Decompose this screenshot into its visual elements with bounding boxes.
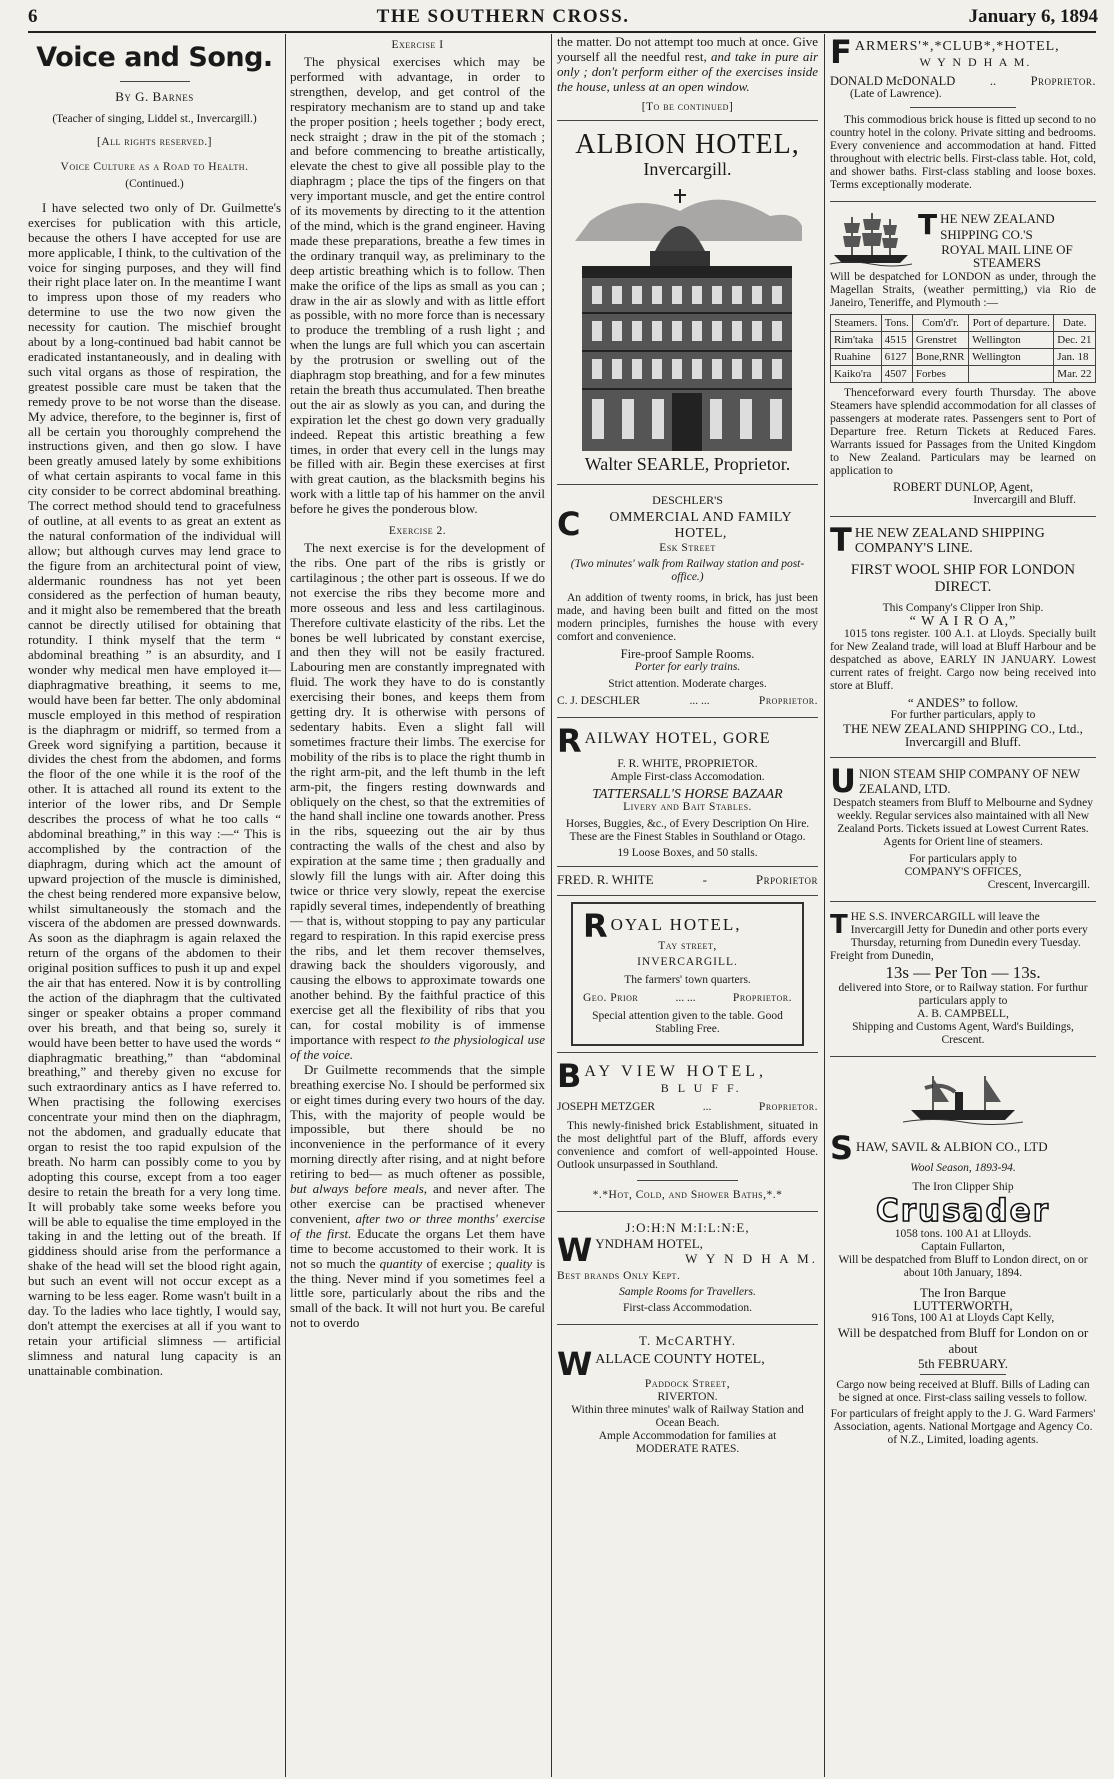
table-row xyxy=(831,349,1096,366)
ads-column-4 xyxy=(830,35,1096,1775)
deschler-attention: Strict attention. Moderate charges. xyxy=(608,678,767,691)
union-offices: COMPANY'S OFFICES, xyxy=(904,866,1022,878)
railway-hotel-ad xyxy=(557,724,818,889)
wyndham-brands: Best brands Only Kept. xyxy=(557,1270,681,1283)
union-apply: For particulars apply to xyxy=(909,853,1017,865)
farmers-town: W Y N D H A M. xyxy=(919,55,1032,69)
sailings-table xyxy=(830,314,1096,383)
invercargill-delivered: delivered into Store, or to Railway station. For furthur particulars apply to xyxy=(838,982,1088,1007)
dropcap-t: T xyxy=(830,911,848,940)
union-body: Despatch steamers from Bluff to Melbourne and Sydney weekly. Regular services also maintained with all New Zealand Ports. Tickets issued at Lowest Current Rates. Agents for Orient line of steamers. xyxy=(832,797,1094,848)
column-header: Date. xyxy=(1054,315,1096,332)
table-cell: Forbes xyxy=(912,366,968,383)
wyndham-sample: Sample Rooms for Travellers. xyxy=(619,1286,756,1299)
wool-andes: “ ANDES” to follow. xyxy=(907,695,1019,710)
invercargill-price: 13s — Per Ton — 13s. xyxy=(885,963,1041,982)
sailing-ship-icon xyxy=(830,211,912,267)
farmers-dots: .. xyxy=(989,74,997,88)
dropcap-t: T xyxy=(918,208,938,241)
masthead xyxy=(28,6,1098,28)
nzshipping-after: Thenceforward every fourth Thursday. The above Steamers have splendid accommodation for all classes of passengers at moderate rates. Passengers sent to Port of Departure free. Return Tickets at Reduced Fares. Warrants issued for Passages from the United Kingdom to New Zealand. Particulars may be learned on application to xyxy=(830,387,1096,477)
railway-horses: Horses, Buggies, &c., of Every Description On Hire. These are the Finest Stables in Southland or Otago. xyxy=(565,818,810,844)
ad-divider xyxy=(830,1056,1096,1057)
table-cell: 6127 xyxy=(881,349,912,366)
nzshipping-agent: ROBERT DUNLOP, Agent, xyxy=(892,480,1033,494)
exercise-1-text: The physical exercises which may be performed with advantage, in order to strengthen, develop, and get control of the respiratory mechanism are to stand up and take the proper position ; heels together ; body erect, neck straight ; draw in the pit of the stomach ; and before commencing to breathe artistically, elevate the chest to give all possible play to the diaphragm ; place the tips of the fingers on that very important muscle, and get the entire control of its movements by directing to it the attention of the mind, which is the grand engineer. Having made these preparations, breathe a few times in the ordinary tranquil way, as preliminary to the deep artistic breathing which is to follow. Then make the orifice of the lips as small as you can ; draw in the air as slowly and with as little effort as possible, with no more force than is necessary to produce the trembling of a rush light ; and when the lungs are full which you can ascertain by the protrusion or swelling out of the diaphragm stop breathing, and for a few minutes retain the breath thus accumulated. Then breathe out the air as slowly as you can, and during the expiration let the chest go down very gradually indeed. Repeat this artistic breathing a few times, in order that every cell in the lungs may be filled with air. Begin these exercises at first with great caution, as the blacksmith begins his work with a little tap of his hammer on the anvil before he gives the ponderous blow. xyxy=(290,54,545,517)
bayview-role: Proprietor. xyxy=(758,1101,818,1114)
ad-divider xyxy=(557,1324,818,1325)
continued-note: (Continued.) xyxy=(125,177,184,190)
wool-body: 1015 tons register. 100 A.1. at Lloyds. Specially built for New Zealand trade, will load at Bluff Harbour and be despatched as above, EARLY IN JANUARY. Lowest current rates of freight. Cargo now being received into store at Bluff. xyxy=(830,628,1096,692)
wyndham-accom: First-class Accommodation. xyxy=(622,1302,753,1315)
wallace-town: RIVERTON. xyxy=(657,1391,718,1404)
dropcap-w: W xyxy=(557,1350,593,1379)
ad-divider xyxy=(557,484,818,485)
bayview-town: B L U F F. xyxy=(660,1081,742,1096)
article-column-1 xyxy=(28,35,281,1775)
shaw-clipper: The Iron Clipper Ship xyxy=(912,1181,1014,1193)
table-cell: Wellington xyxy=(969,349,1054,366)
farmers-club-hotel-ad xyxy=(830,35,1096,195)
shaw-freight: For particulars of freight apply to the J. G. Ward Farmers' Association, agents. National Mortgage and Agency Co. of N.Z., Limited, loading agents. xyxy=(830,1408,1096,1446)
table-cell: 4515 xyxy=(881,332,912,349)
table-cell: Rim'taka xyxy=(831,332,882,349)
wyndham-hotel-ad xyxy=(557,1218,818,1318)
shaw-despatch: Will be despatched from Bluff to London direct, on or about 10th January, 1894. xyxy=(838,1254,1088,1279)
column-header: Port of departure. xyxy=(969,315,1054,332)
shaw-barque-date: 5th FEBRUARY. xyxy=(917,1356,1009,1371)
deschler-name: OMMERCIAL AND FAMILY HOTEL, xyxy=(609,510,793,542)
exercise-2-heading: Exercise 2. xyxy=(388,525,447,538)
shaw-captain: Captain Fullarton, xyxy=(921,1241,1005,1253)
table-cell: Ruahine xyxy=(831,349,882,366)
railway-name: AILWAY HOTEL, GORE xyxy=(584,730,771,748)
deschler-porter: Porter for early trains. xyxy=(634,661,741,674)
hotel-engraving-image xyxy=(570,181,805,453)
table-header-row xyxy=(831,315,1096,332)
ad-divider xyxy=(830,757,1096,758)
table-cell: Jan. 18 xyxy=(1054,349,1096,366)
ad-divider xyxy=(557,866,818,867)
railway-signoff: FRED. R. WHITE xyxy=(557,872,654,888)
wallace-rates: MODERATE RATES. xyxy=(635,1443,740,1456)
railway-dash: - xyxy=(702,872,707,888)
ad-divider xyxy=(830,201,1096,202)
railway-owner: F. R. WHITE, PROPRIETOR. xyxy=(617,758,758,771)
royal-owner: Geo. Prior xyxy=(583,992,639,1005)
ad-divider xyxy=(557,120,818,121)
shaw-savill-albion-ad xyxy=(830,1063,1096,1450)
article-heading: Voice and Song. xyxy=(36,42,273,73)
ad-divider xyxy=(830,516,1096,517)
table-cell: Bone,RNR xyxy=(912,349,968,366)
wool-further: For further particulars, apply to xyxy=(890,709,1036,721)
deschler-hotel-ad xyxy=(557,491,818,711)
ad-divider xyxy=(910,107,1016,108)
deschler-walk: (Two minutes' walk from Railway station and post-office.) xyxy=(570,558,805,584)
shaw-barque: The Iron Barque xyxy=(920,1285,1006,1300)
steamship-icon xyxy=(903,1070,1023,1130)
bayview-owner: JOSEPH METZGER xyxy=(557,1101,656,1114)
crusader-ship-name: Crusader xyxy=(876,1193,1050,1229)
ad-divider xyxy=(557,717,818,718)
union-town: Crescent, Invercargill. xyxy=(987,879,1090,891)
albion-proprietor: Walter SEARLE, Proprietor. xyxy=(584,453,791,474)
invercargill-agent-role: Shipping and Customs Agent, Ward's Buildings, Crescent. xyxy=(852,1021,1074,1046)
railway-livery: Livery and Bait Stables. xyxy=(623,801,752,814)
nzshipping-body: Will be despatched for LONDON as under, through the Magellan Straits, (weather permitting,) via Rio de Janeiro, Teneriffe, and Plymouth :— xyxy=(830,271,1096,309)
royal-table: Special attention given to the table. Good Stabling Free. xyxy=(592,1010,783,1036)
exercise-2-text: The next exercise is for the development of the ribs. One part of the ribs is gristly or cartilaginous ; the other part is osseous. If we do not exercise the ribs they become more and more osseous and less and less cartilaginous. Therefore cultivate elasticity of the ribs. Let the bones be well lubricated by constant exercise, and then they will not be easily fractured. Labouring men are constantly impregnated with fluid. The work they have to do is constantly exercising their bones, and keeps them from getting dry. It is otherwise with persons of sedentary habits. Even a slight fall will sometimes fracture their limbs. The exercise for mobility of the ribs is to place the right thumb in the right arm-pit, and the left thumb in the left arm-pit, the fingers resting downwards and obliquely on the chest, so that the extremities of the hand shall incline one towards another. Press in the ribs, squeezing out the air by thus contracting the walls of the chest and also by expiration at the same time ; then gradually and slowly fill the lungs with air. After doing this twice or thrice very slowly, repeat the exercise rapidly several times, independently of breathing — that is, without stopping to pay any particular regard to respiration. In this rapid exercise press the ribs, and let them recover themselves, drawing back the shoulders vigorously, and causing the elbows to approximate towards one another behind. By the faithful practice of this exercise get all the flexibility of ribs that you can, for costal mobility is of immense importance with respect to the physiological use of the voice. xyxy=(290,540,545,1062)
ad-divider xyxy=(557,1052,818,1053)
deschler-owner: C. J. DESCHLER xyxy=(557,695,641,708)
wallace-county-hotel-ad xyxy=(557,1331,818,1459)
ads-column-3 xyxy=(557,35,818,1775)
article-continuation: the matter. Do not attempt too much at once. Give yourself all the needful rest, and take in pure air only ; don't perform either of the exercises inside the house, unless at an open window. xyxy=(557,35,818,94)
table-cell: 4507 xyxy=(881,366,912,383)
wyndham-town: W Y N D H A M. xyxy=(685,1251,818,1266)
royal-dots: ... ... xyxy=(675,992,696,1005)
wyndham-owner: J:O:H:N M:I:L:N:E, xyxy=(625,1220,750,1236)
royal-role: Proprietor. xyxy=(732,992,792,1005)
dropcap-t: T xyxy=(830,526,852,556)
wool-name: HE NEW ZEALAND SHIPPING COMPANY'S LINE. xyxy=(854,526,1045,556)
ad-divider xyxy=(920,1374,1006,1375)
wallace-name: ALLACE COUNTY HOTEL, xyxy=(595,1352,765,1368)
affiliation: (Teacher of singing, Liddel st., Invercargill.) xyxy=(52,112,257,125)
byline: By G. Barnes xyxy=(115,89,194,104)
table-cell: Dec. 21 xyxy=(1054,332,1096,349)
farmers-role: Proprietor. xyxy=(1030,74,1096,88)
shaw-tons: 1058 tons. 100 A1 at Llloyds. xyxy=(894,1228,1032,1240)
bay-view-hotel-ad xyxy=(557,1059,818,1205)
shaw-cargo: Cargo now being received at Bluff. Bills of Lading can be signed at once. First-class sailing vessels to follow. xyxy=(836,1379,1090,1404)
column-divider xyxy=(551,34,552,1777)
ad-divider xyxy=(557,895,818,896)
rights-notice: [All rights reserved.] xyxy=(97,135,212,148)
exercise-1-heading: Exercise I xyxy=(391,39,444,51)
albion-name: ALBION HOTEL, xyxy=(575,128,800,160)
shaw-barque-tons: 916 Tons, 100 A1 at Lloyds Capt Kelly, xyxy=(871,1312,1055,1324)
shaw-season: Wool Season, 1893-94. xyxy=(910,1162,1016,1174)
shaw-barque-despatch: Will be despatched from Bluff for London on or about xyxy=(837,1325,1089,1356)
dropcap-b: B xyxy=(557,1062,582,1096)
nzshipping-line: ROYAL MAIL LINE OF STEAMERS xyxy=(941,242,1073,270)
wallace-owner: T. McCARTHY. xyxy=(638,1333,737,1349)
wool-headline: FIRST WOOL SHIP FOR LONDON DIRECT. xyxy=(850,562,1076,595)
deschler-sample: Fire-proof Sample Rooms. xyxy=(620,647,755,662)
column-header: Steamers. xyxy=(831,315,882,332)
union-name: NION STEAM SHIP COMPANY OF NEW ZEALAND, LTD. xyxy=(858,767,1080,796)
ss-invercargill-ad xyxy=(830,908,1096,1050)
wool-clipper: This Company's Clipper Iron Ship. xyxy=(882,602,1044,614)
ad-divider xyxy=(830,901,1096,902)
page-number: 6 xyxy=(28,6,38,27)
table-cell: Wellington xyxy=(969,332,1054,349)
dropcap-s: S xyxy=(830,1134,854,1162)
ad-divider xyxy=(557,1211,818,1212)
farmers-late: (Late of Lawrence). xyxy=(850,88,942,100)
ornament-rule xyxy=(120,81,190,82)
deschler-body: An addition of twenty rooms, in brick, has just been made, and having been built and fitted on the most modern principles, furnishes the house with every comfort and convenience. xyxy=(557,592,818,644)
nzshipping-agent-town: Invercargill and Bluff. xyxy=(973,494,1076,506)
wallace-walk: Within three minutes' walk of Railway Station and Ocean Beach. xyxy=(571,1404,804,1430)
wyndham-name: YNDHAM HOTEL, xyxy=(595,1236,703,1252)
invercargill-name: HE S.S. INVERCARGILL will leave the Invercargill Jetty for Dunedin and other ports every Thursday, returning from Dunedin every Tuesday. Freight from Dunedin, xyxy=(830,911,1088,962)
royal-quarters: The farmers' town quarters. xyxy=(624,974,751,987)
article-paragraph: I have selected two only of Dr. Guilmette's exercises for publication with this article, because the others I have accepted for use are more applicable, I think, to the cultivation of the voice for singing purposes, and they will find their right place later on. In the meantime I want to impress upon those of my readers who determine to use the two now given the necessity for caution. The mischief brought about by a long-continued bad habit cannot be eradicated instantaneously, and in dealing with such vital organs as those of respiration, the greatest possible care must be taken that the remedy prove to be not worse than the disease. My advice, therefore, to the beginner is, first of all be certain you thoroughly comprehend the instructions given, and then go slow. I have been greatly amused lately by some exhibitions of what certain aspirants to vocal fame in this city consider to be correct abdominal breathing. The correct method should tend to gracefulness of outline, at all events to as great an extent as the natural conformation of the individual will allow; but although curves may lend grace to the figure from an architectural point of view, aldermanic roundness has not yet been considered as the perfection of human beauty, and it might also be remembered that the breath cannot be directly utilised for obtaining that rotundity. I think myself that the term “ abdominal breathing ” is an absurdity, and I wonder why medical men have employed it—diaphragmative breathing, it seems to me, would have been far better. The only abdominal muscle employed in this method of respiration is the diaphragm or midriff, so termed from a Greek word signifying a partition, because it divides the chest from the abdomen, and forms the floor of the one while it is the roof of the other. It is attached all round its extent to the interior of the lower ribs, and Dr Semple describes the process of what he too calls “ abdominal breathing,” in this way :—“ This is accomplished by the contraction of the diaphragm, during which act the amount of upward projection of the muscle is diminished, the chest being rendered more expansive below, whilst simultaneously the stomach and the viscera of the abdomen are pressed downwards. As soon as the diaphragm is again relaxed the return of the organs of the abdomen to their original position suffices to push it up and expel the air that has entered. Now it is by controlling the action of the diaphragm that the cultivated singer or speaker obtains a proper command over his breath, and that being so, surely it would have been better to have used the words “ diaphragmatic breathing,” than “abdominal breathing,” and thereby given no excuse for such extraordinary antics as I have referred to. When practising the following exercises concentrate your mind then on the diaphragm, not the abdomen, and gradually educate that organ to resist the too rapid expulsion of the breath. No harm can possibly come to you by adopting this course, except from a too eager desire to retain the breath for a very long time. It will probably take some weeks before you will be able to equalise the time employed in the taking in and the letting out of the breath. If giddiness should arise from the performance a shake of the head will set the blood right again, but such an event will not occur except as a warning to be less eager. Rome wasn't built in a day. To the ladies who lace tightly, I would say, don't attempt the exercises at all if you want to retain your artificial slimness — artificial slimness and natural lung capacity is an unattainable combination. xyxy=(28,199,281,1378)
dropcap-r: R xyxy=(557,727,582,756)
issue-date: January 6, 1894 xyxy=(968,6,1098,27)
ad-divider xyxy=(637,1180,738,1181)
header-rule xyxy=(28,31,1096,33)
deschler-street: Esk Street xyxy=(659,542,716,555)
railway-accom: Ample First-class Accomodation. xyxy=(610,771,765,784)
article-paragraph: Dr Guilmette recommends that the simple breathing exercise No. I should be performed six or eight times during every two hours of the day. This, with the majority of people would be impossible, but there should be no inconvenience in the performance of it every morning directly after rising, and at night before retiring to bed— as much oftener as possible, but always before meals, and never after. The other exercise can be practised whenever convenient, after two or three months' exercise of the first. Educate the organs Let them have time to become accustomed to their work. It is not so much the quantity of exercise ; quality is the thing. Never mind if you sometimes feel a little sore, particularly about the ribs and the small of the back. It will not hurt you. Be careful not to overdo xyxy=(290,1061,545,1331)
nz-shipping-royal-mail-ad xyxy=(830,208,1096,510)
to-be-continued: [To be continued] xyxy=(641,100,734,113)
farmers-name: ARMERS'*,*CLUB*,*HOTEL, xyxy=(854,39,1060,54)
table-row xyxy=(831,366,1096,383)
table-cell: Kaiko'ra xyxy=(831,366,882,383)
dropcap-w: W xyxy=(557,1236,593,1266)
railway-bazaar: TATTERSALL'S HORSE BAZAAR xyxy=(592,787,783,803)
albion-town: Invercargill. xyxy=(643,158,732,179)
farmers-owner: DONALD McDONALD xyxy=(830,74,956,88)
royal-town: INVERCARGILL. xyxy=(637,956,738,969)
nz-shipping-wool-ad xyxy=(830,523,1096,751)
column-divider xyxy=(824,34,825,1777)
newspaper-title: THE SOUTHERN CROSS. xyxy=(376,6,630,27)
wallace-accom: Ample Accommodation for families at xyxy=(598,1430,777,1443)
royal-street: Tay street, xyxy=(658,940,717,953)
royal-name: OYAL HOTEL, xyxy=(610,915,742,935)
nzshipping-name: HE NEW ZEALAND SHIPPING CO.'S xyxy=(940,211,1055,242)
albion-hotel-ad xyxy=(557,127,818,479)
dropcap-f: F xyxy=(830,38,852,69)
article-subtitle: Voice Culture as a Road to Health. xyxy=(60,160,249,173)
wool-ship: “ W A I R O A,” xyxy=(909,614,1017,629)
dropcap-u: U xyxy=(830,767,856,797)
table-cell xyxy=(969,366,1054,383)
bayview-name: AY VIEW HOTEL, xyxy=(584,1063,768,1081)
bayview-body: This newly-finished brick Establishment, situated in the most delightful part of the Bluff, affords every convenience and comfort of well-appointed House. Outlook unsurpassed in Southland. xyxy=(557,1120,818,1172)
invercargill-agent: A. B. CAMPBELL, xyxy=(917,1008,1009,1020)
railway-boxes: 19 Loose Boxes, and 50 stalls. xyxy=(617,847,758,860)
column-divider xyxy=(285,34,286,1777)
bayview-dots: ... xyxy=(702,1101,712,1114)
dropcap-c: C xyxy=(557,510,581,543)
table-cell: Grenstret xyxy=(912,332,968,349)
railway-role: Prporietor xyxy=(755,872,818,888)
table-row xyxy=(831,332,1096,349)
wallace-street: Paddock Street, xyxy=(644,1378,731,1391)
union-steam-ship-ad xyxy=(830,764,1096,895)
deschler-dots: ... ... xyxy=(689,695,710,708)
article-column-2 xyxy=(290,35,545,1775)
farmers-body: This commodious brick house is fitted up second to no country hotel in the colony. Private sitting and bedrooms. Every convenience and accommodation at hand. Fitted throughout with electric bells. First-class table. Hot, cold, and shower baths. First-class stabling and loose boxes. Terms exceptionally moderate. xyxy=(830,114,1096,191)
column-header: Com'd'r. xyxy=(912,315,968,332)
shaw-name: HAW, SAVIL & ALBION CO., LTD xyxy=(856,1139,1048,1154)
bayview-baths: *.*Hot, Cold, and Shower Baths,*.* xyxy=(592,1189,783,1202)
deschler-overline: DESCHLER'S xyxy=(652,493,723,508)
column-header: Tons. xyxy=(881,315,912,332)
deschler-role: Proprietor. xyxy=(758,695,818,708)
royal-hotel-ad xyxy=(571,902,804,1046)
dropcap-r: R xyxy=(583,912,608,941)
shaw-barque-name: LUTTERWORTH, xyxy=(913,1298,1013,1313)
wool-company: THE NEW ZEALAND SHIPPING CO., Ltd., Invercargill and Bluff. xyxy=(843,721,1083,749)
table-cell: Mar. 22 xyxy=(1054,366,1096,383)
